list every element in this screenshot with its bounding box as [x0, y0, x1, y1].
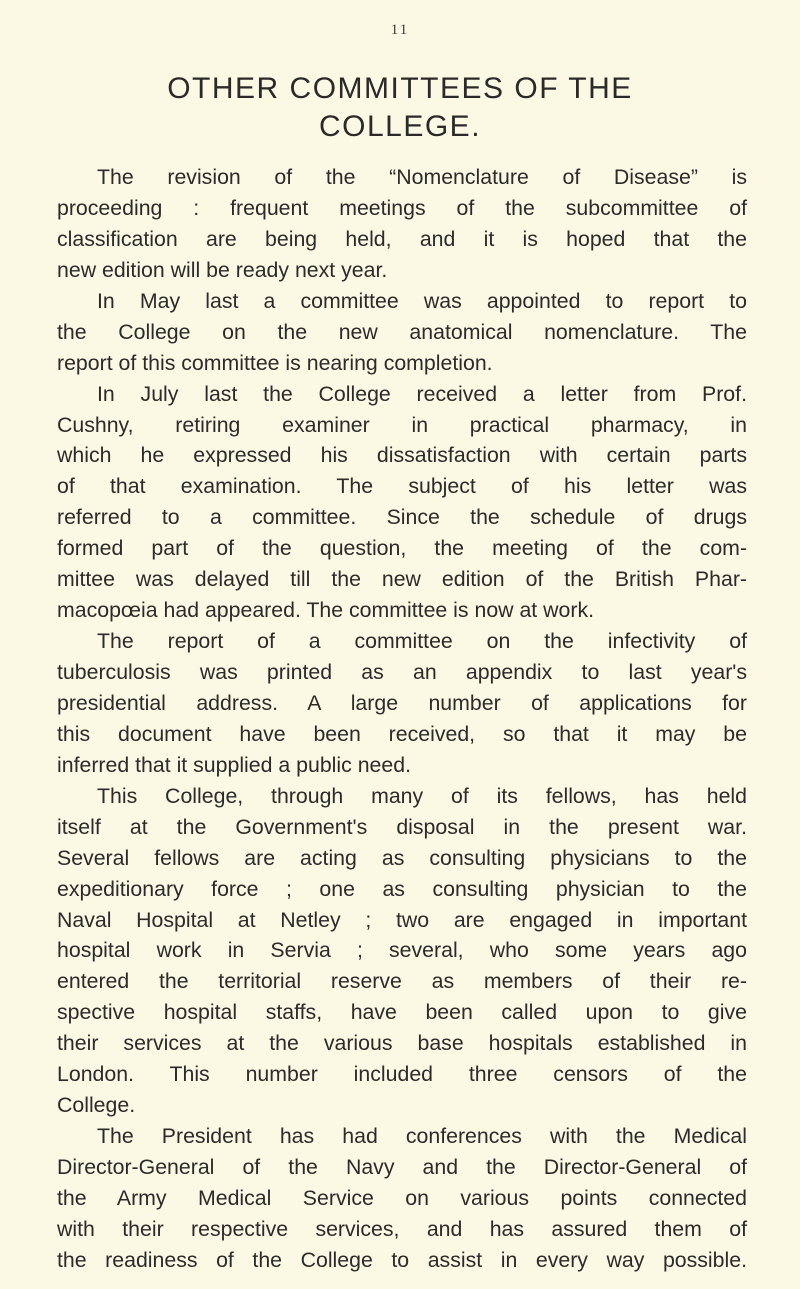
text-line: formed part of the question, the meeting of the com-	[57, 536, 747, 561]
text-line: proceeding : frequent meetings of the subcommittee of	[57, 195, 747, 220]
title-line-2: COLLEGE.	[318, 110, 482, 143]
text-line: presidential address. A large number of applications for	[57, 690, 747, 715]
text-line: this document have been received, so that it may be	[57, 721, 747, 746]
page-title	[60, 70, 740, 146]
text-line: the College on the new anatomical nomenclature. The	[57, 319, 747, 344]
text-line: report of this committee is nearing completion.	[57, 350, 493, 375]
text-line: referred to a committee. Since the schedule of drugs	[57, 505, 747, 530]
text-line: London. This number included three censors of the	[57, 1062, 747, 1087]
text-line: The revision of the “Nomenclature of Disease” is	[97, 165, 747, 189]
text-line: their services at the various base hospitals established in	[57, 1031, 747, 1056]
page-number: 11	[390, 22, 410, 38]
text-line: Naval Hospital at Netley ; two are engaged in important	[57, 907, 747, 932]
text-line: new edition will be ready next year.	[57, 257, 388, 282]
text-line: the Army Medical Service on various points connected	[57, 1185, 747, 1210]
text-line: College.	[57, 1093, 136, 1118]
text-line: itself at the Government's disposal in the present war.	[57, 814, 747, 839]
text-line: tuberculosis was printed as an appendix to last year's	[57, 660, 747, 684]
text-line: inferred that it supplied a public need.	[57, 752, 411, 777]
text-line: which he expressed his dissatisfaction with certain parts	[57, 443, 747, 468]
text-line: Several fellows are acting as consulting physicians to the	[57, 845, 747, 870]
text-line: of that examination. The subject of his letter was	[57, 474, 747, 499]
text-line: Director-General of the Navy and the Director-General of	[57, 1155, 747, 1179]
body-text	[57, 162, 747, 1276]
text-line: with their respective services, and has assured them of	[57, 1216, 747, 1241]
text-line: the readiness of the College to assist in every way possible.	[57, 1247, 747, 1272]
title-line-1: OTHER COMMITTEES OF THE	[167, 72, 633, 105]
text-line: This College, through many of its fellows, has held	[97, 783, 747, 808]
text-line: mittee was delayed till the new edition of the British Phar-	[57, 567, 747, 592]
text-line: In July last the College received a letter from Prof.	[97, 381, 747, 406]
text-line: entered the territorial reserve as members of their re-	[57, 969, 747, 994]
text-line: hospital work in Servia ; several, who some years ago	[57, 938, 747, 963]
text-line: Cushny, retiring examiner in practical pharmacy, in	[57, 412, 747, 437]
text-line: classification are being held, and it is hoped that the	[57, 226, 747, 251]
text-line: The report of a committee on the infectivity of	[97, 629, 747, 654]
text-line: In May last a committee was appointed to report to	[97, 288, 747, 313]
text-line: The President has had conferences with the Medical	[97, 1124, 747, 1149]
text-line: macopœia had appeared. The committee is now at work.	[57, 598, 595, 623]
text-line: expeditionary force ; one as consulting physician to the	[57, 876, 747, 901]
text-line: spective hospital staffs, have been called upon to give	[57, 1000, 747, 1025]
